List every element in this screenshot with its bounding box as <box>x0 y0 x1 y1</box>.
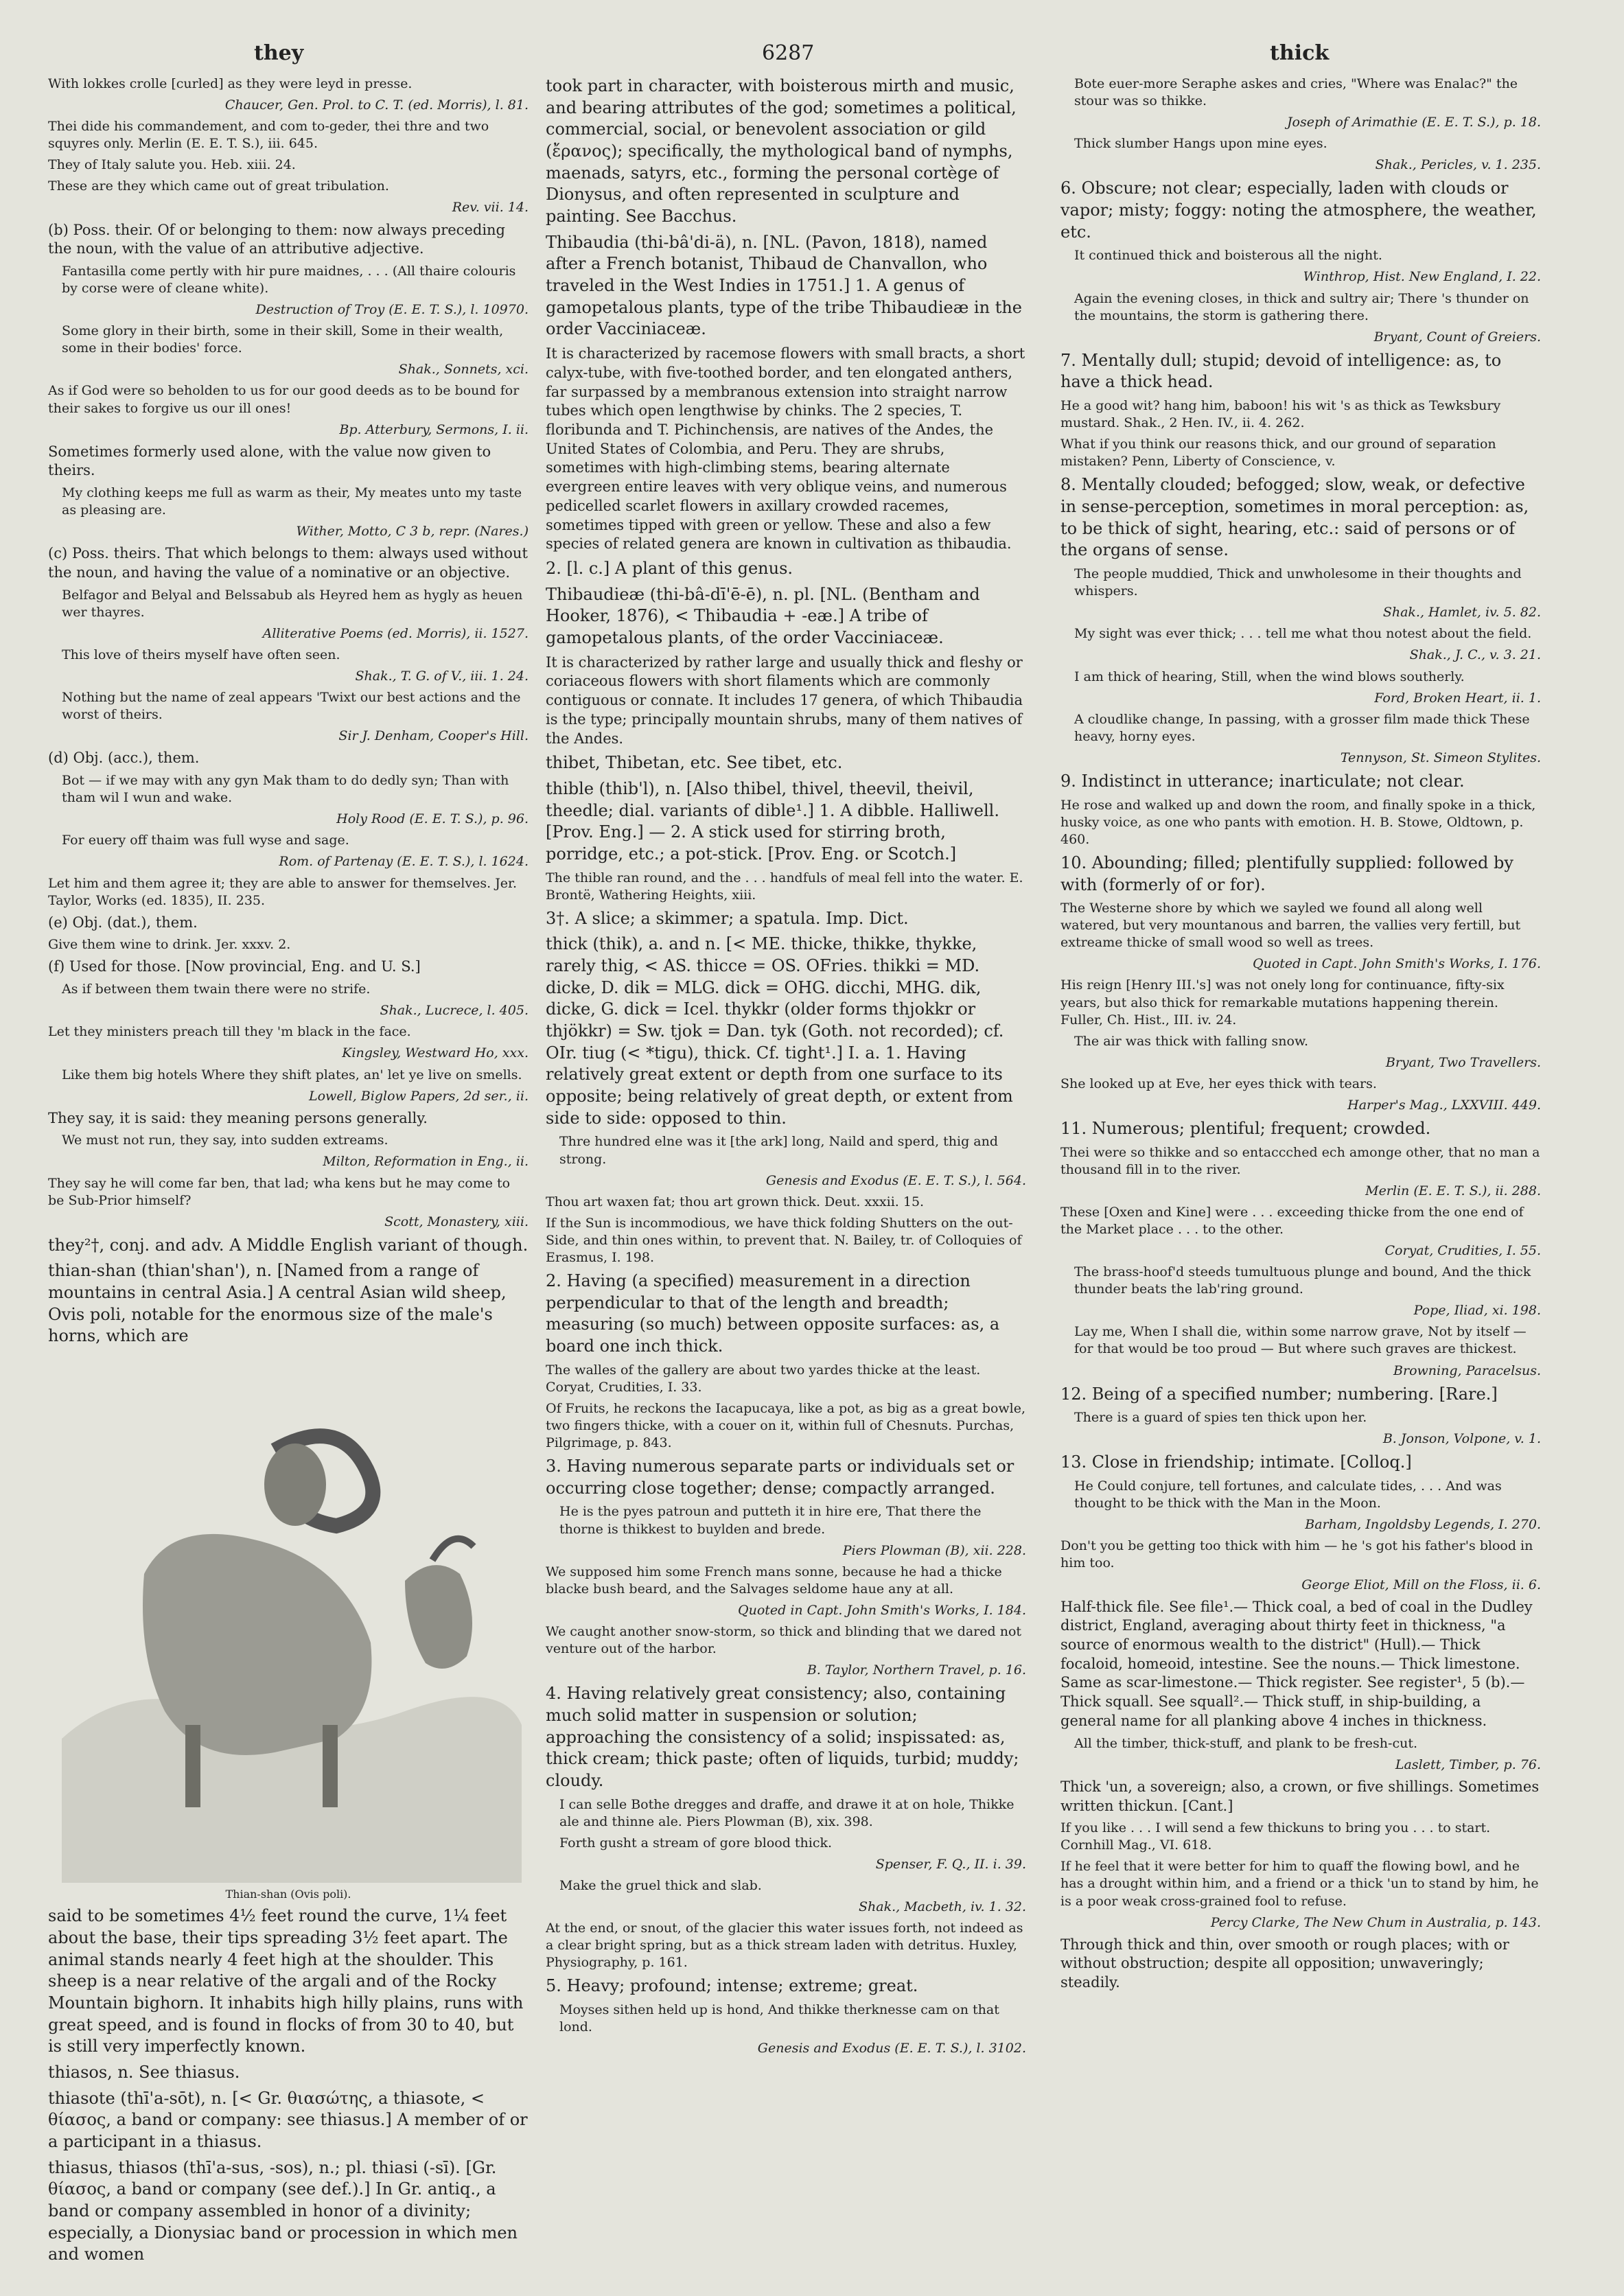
citation: Of Fruits, he reckons the Iacapucaya, like a pot, as big as a great bowle, two fingers thicke, with a couer on it, within full of Chesnuts. Purchas, Pilgrimage, p. 843. <box>546 1400 1026 1451</box>
quotation: A cloudlike change, In passing, with a grosser film made thick These heavy, horny eyes. <box>1074 711 1530 744</box>
entry-text: thiasus, thiasos (thī'a-sus, -sos), n.; pl. thiasi (-sī). [Gr. θίασος, a band or company (see def.).] In Gr. antiq., a band or company assembled in honor of a divinity; especially, a Dionysiac band or procession in which men and women <box>48 2157 518 2264</box>
citation: He a good wit? hang him, baboon! his wit 's as thick as Tewksbury mustard. Shak., 2 Hen. IV., ii. 4. 262. <box>1060 398 1501 431</box>
citation-source: Chaucer, Gen. Prol. to C. T. (ed. Morris), l. 81. <box>224 97 529 113</box>
citation-source: Quoted in Capt. John Smith's Works, I. 176. <box>1253 956 1541 972</box>
entry-note: Sometimes formerly used alone, with the value now given to theirs. <box>48 443 491 479</box>
citation-source: Merlin (E. E. T. S.), ii. 288. <box>1365 1183 1541 1198</box>
citation-source: Harper's Mag., LXXVIII. 449. <box>1347 1097 1541 1113</box>
citation-source: Shak., Hamlet, iv. 5. 82. <box>1382 605 1541 621</box>
citation: He rose and walked up and down the room, and finally spoke in a thick, husky voice, as one who pants with emotion. H. B. Stowe, Oldtown, p. 460. <box>1060 797 1536 847</box>
quotation: Again the evening closes, in thick and sultry air; There 's thunder on the mountains, the storm is gathering there. <box>1074 290 1529 323</box>
citation-source: Lowell, Biglow Papers, 2d ser., ii. <box>309 1088 529 1104</box>
citation-source: B. Jonson, Volpone, v. 1. <box>1382 1431 1541 1447</box>
entry-text: said to be sometimes 4½ feet round the curve, 1¼ feet about the base, their tips spreading 3½ feet apart. The animal stands nearly 4 feet high at the shoulder. This sheep is a near relative of the argali and of the Rocky Mountain bighorn. It inhabits high hilly plains, runs with great speed, and is found in flocks of from 30 to 40, but is still very imperfectly known. <box>48 1906 524 2056</box>
quotation: Bot — if we may with any gyn Mak tham to do dedly syn; Than with tham wil I wun and wake. <box>62 773 509 806</box>
quotation: I can selle Bothe dregges and draffe, and drawe it at on hole, Thikke ale and thinne ale. Piers Plowman (B), xix. 398. <box>559 1796 1014 1829</box>
entry-note: It is characterized by racemose flowers with small bracts, a short calyx-tube, with five-toothed border, and ten elongated anthers, far surpassed by a membranous extension into straight narrow tubes which open lengthwise by chinks. The 2 species, T. floribunda and T. Pichinchensis, are natives of the Andes, the United States of Colombia, and Peru. They are shrubs, sometimes with high-climbing stems, bearing alternate evergreen entire leaves with very oblique veins, and numerous pedicelled scarlet flowers in axillary crowded racemes, sometimes tipped with green or yellow. These and also a few species of related genera are known in cultivation as thibaudia. <box>546 345 1025 553</box>
quotation: For euery off thaim was full wyse and sage. <box>62 833 349 848</box>
quotation: We must not run, they say, into sudden extreams. <box>62 1133 388 1148</box>
quotation: He Could conjure, tell fortunes, and calculate tides, . . . And was thought to be thick with the Man in the Moon. <box>1074 1479 1502 1511</box>
quotation: Some glory in their birth, some in their skill, Some in their wealth, some in their bodies' force. <box>62 323 504 356</box>
quotation: Belfagor and Belyal and Belssabub als Heyred hem as hygly as heuen wer thayres. <box>62 587 523 620</box>
entry-note: (d) Obj. (acc.), them. <box>48 750 200 767</box>
citation-source: Scott, Monastery, xiii. <box>384 1214 529 1229</box>
quotation: There is a guard of spies ten thick upon her. <box>1074 1410 1367 1426</box>
citation-source: Rom. of Partenay (E. E. T. S.), l. 1624. <box>279 854 529 870</box>
entry-text: thick (thik), a. and n. [< ME. thicke, thikke, thykke, rarely thig, < AS. thicce = OS. OFries. thikki = MD. dicke, D. dik = MLG. dick = OHG. dicchi, MHG. dik, dicke, G. dick = Icel. thykkr (older forms thjokkr or thjökkr) = Sw. tjok = Dan. tyk (Goth. not recorded); cf. OIr. tiug (< *tigu), thick. Cf. tight¹.] I. a. 1. Having relatively great extent or depth from one surface to its opposite; being relatively of great depth, or extent from side to side: opposed to thin. <box>546 934 1013 1128</box>
entry-text: 10. Abounding; filled; plentifully supplied: followed by with (formerly of or for). <box>1060 853 1513 894</box>
quotation: All the timber, thick-stuff, and plank to be fresh-cut. <box>1074 1735 1417 1751</box>
quotation: This love of theirs myself have often seen. <box>62 647 340 663</box>
entry-text: 13. Close in friendship; intimate. [Colloq.] <box>1060 1452 1412 1472</box>
citation-source: Quoted in Capt. John Smith's Works, I. 184. <box>738 1602 1026 1618</box>
citation: Thou art waxen fat; thou art grown thick. Deut. xxxii. 15. <box>546 1194 925 1209</box>
entry-text: 9. Indistinct in utterance; inarticulate; not clear. <box>1060 771 1465 791</box>
citation: The Westerne shore by which we sayled we found all along well watered, but very mountanous and barren, the vallies very fertill, but extreame thicke of small wood so well as trees. <box>1060 901 1521 951</box>
citation-source: Piers Plowman (B), xii. 228. <box>842 1542 1026 1558</box>
entry-note: They say, it is said: they meaning persons generally. <box>48 1109 428 1126</box>
entry-note: Half-thick file. See file¹.— Thick coal, a bed of coal in the Dudley district, England, averaging about thirty feet in thickness, "a source of enormous wealth to the district" (Hull).— Thick focaloid, homeoid, intestine. See the nouns.— Thick limestone. Same as scar-limestone.— Thick register. See register¹, 5 (b).— Thick squall. See squall².— Thick stuff, in ship-building, a general name for all planking above 4 inches in thickness. <box>1060 1598 1533 1729</box>
quotation: It continued thick and boisterous all the night. <box>1074 248 1382 264</box>
citation-source: Wither, Motto, C 3 b, repr. (Nares.) <box>296 524 529 540</box>
page-number: 6287 <box>762 41 815 65</box>
citation: Let they ministers preach till they 'm black in the face. <box>48 1024 411 1040</box>
citation-source: Genesis and Exodus (E. E. T. S.), l. 3102. <box>757 2041 1026 2056</box>
citation: Give them wine to drink. Jer. xxxv. 2. <box>48 937 291 953</box>
citation-source: Browning, Paracelsus. <box>1393 1362 1541 1378</box>
citation: Thei were so thikke and so entaccched ech amonge other, that no man a thousand fill in to the river. <box>1060 1144 1540 1177</box>
citation: Don't you be getting too thick with him — he 's got his father's blood in him too. <box>1060 1538 1533 1571</box>
citation-source: Shak., J. C., v. 3. 21. <box>1409 647 1541 663</box>
figure <box>48 1354 529 1883</box>
entry-text: 12. Being of a specified number; numbering. [Rare.] <box>1060 1384 1498 1404</box>
entry-text: 8. Mentally clouded; befogged; slow, weak, or defective in sense-perception, sometimes in moral perception: as, to be thick of sight, hearing, etc.: said of persons or of the organs of sense. <box>1060 475 1529 560</box>
entry-note: (b) Poss. their. Of or belonging to them: now always preceding the noun, with the value of an attributive adjective. <box>48 221 506 257</box>
column-3 <box>1060 76 1541 1997</box>
entry-note: (f) Used for those. [Now provincial, Eng. and U. S.] <box>48 958 421 975</box>
entry-note: It is characterized by rather large and usually thick and fleshy or coriaceous flowers with short filaments which are commonly contiguous or connate. It includes 17 genera, of which Thibaudia is the type; principally mountain shrubs, many of them natives of the Andes. <box>546 653 1023 747</box>
citation-source: Coryat, Crudities, I. 55. <box>1384 1243 1541 1259</box>
quotation: My clothing keeps me full as warm as their, My meates unto my taste as pleasing are. <box>62 485 522 518</box>
citation: If he feel that it were better for him to quaff the flowing bowl, and he has a drought within him, and a friend or a thick 'un to stand by him, he is a poor weak cross-grained fool to refuse. <box>1060 1859 1539 1909</box>
citation-source: Shak., Lucrece, l. 405. <box>380 1003 529 1019</box>
citation: The thible ran round, and the . . . handfuls of meal fell into the water. E. Brontë, Wathering Heights, xiii. <box>546 870 1023 903</box>
quotation: Forth gusht a stream of gore blood thick. <box>559 1835 833 1851</box>
entry-text: 3. Having numerous separate parts or individuals set or occurring close together; dense; compactly arranged. <box>546 1457 1014 1498</box>
entry-text: thibet, Thibetan, etc. See tibet, etc. <box>546 753 843 773</box>
header-guide-word-right: thick <box>1270 41 1330 65</box>
citation-source: Rev. vii. 14. <box>452 200 529 216</box>
quotation: My sight was ever thick; . . . tell me what thou notest about the field. <box>1074 626 1532 642</box>
quotation: He is the pyes patroun and putteth it in hire ere, That there the thorne is thikkest to buylden and brede. <box>559 1504 982 1537</box>
entry-text: thiasote (thī'a-sōt), n. [< Gr. θιασώτης, a thiasote, < θίασος, a band or company: see thiasus.] A member of or a participant in a thiasus. <box>48 2088 528 2151</box>
entry-note: (e) Obj. (dat.), them. <box>48 914 198 931</box>
citation: The walles of the gallery are about two yardes thicke at the least. Coryat, Crudities, I. 33. <box>546 1362 981 1395</box>
citation: These [Oxen and Kine] were . . . exceeding thicke from the one end of the Market place . . . to the other. <box>1060 1204 1524 1238</box>
thian-shan-illustration <box>48 1354 529 1883</box>
quotation: The brass-hoof'd steeds tumultuous plunge and bound, And the thick thunder beats the lab'ring ground. <box>1074 1264 1531 1297</box>
citation: With lokkes crolle [curled] as they were leyd in presse. <box>48 76 413 91</box>
citation: These are they which came out of great tribulation. <box>48 178 389 194</box>
quotation: Bote euer-more Seraphe askes and cries, "Where was Enalac?" the stour was so thikke. <box>1074 76 1518 109</box>
citation: Let him and them agree it; they are able to answer for themselves. Jer. Taylor, Works (ed. 1835), II. 235. <box>48 875 518 908</box>
quotation: As if between them twain there were no strife. <box>62 982 371 997</box>
entry-note: Through thick and thin, over smooth or rough places; with or without obstruction; despite all opposition; unwaveringly; steadily. <box>1060 1936 1509 1991</box>
entry-text: Thibaudia (thi-bâ'di-ä), n. [NL. (Pavon, 1818), named after a French botanist, Thibaud de Chanvallon, who traveled in the West Indies in 1751.] 1. A genus of gamopetalous plants, type of the tribe Thibaudieæ in the order Vacciniaceæ. <box>546 232 1022 339</box>
citation-source: Destruction of Troy (E. E. T. S.), l. 10970. <box>255 302 529 318</box>
citation-source: Shak., Macbeth, iv. 1. 32. <box>858 1899 1026 1914</box>
citation-source: Bryant, Count of Greiers. <box>1373 329 1541 345</box>
entry-text: 2. [l. c.] A plant of this genus. <box>546 558 793 578</box>
citation: Thei dide his commandement, and com to-geder, thei thre and two squyres only. Merlin (E. E. T. S.), iii. 645. <box>48 119 489 152</box>
figure-caption: Thian-shan (Ovis poli). <box>225 1888 351 1901</box>
citation-source: Kingsley, Westward Ho, xxx. <box>342 1045 529 1061</box>
entry-text: 2. Having (a specified) measurement in a direction perpendicular to that of the length and breadth; measuring (so much) between opposite surfaces: as, a board one inch thick. <box>546 1271 1000 1356</box>
quotation: Thre hundred elne was it [the ark] long, Naild and sperd, thig and strong. <box>559 1134 999 1167</box>
entry-note: (c) Poss. theirs. That which belongs to them: always used without the noun, and having the value of a nominative or an objective. <box>48 545 528 581</box>
citation-source: Barham, Ingoldsby Legends, I. 270. <box>1305 1517 1541 1533</box>
column-2 <box>546 76 1026 2061</box>
citation-source: Winthrop, Hist. New England, I. 22. <box>1303 269 1541 285</box>
citation-source: Shak., T. G. of V., iii. 1. 24. <box>355 669 529 684</box>
entry-text: thible (thib'l), n. [Also thibel, thivel, theevil, theivil, theedle; dial. variants of dible¹.] 1. A dibble. Halliwell. [Prov. Eng.] — 2. A stick used for stirring broth, porridge, etc.; a pot-stick. [Prov. Eng. or Scotch.] <box>546 778 999 863</box>
citation-source: Bp. Atterbury, Sermons, I. ii. <box>339 421 529 437</box>
quotation: The air was thick with falling snow. <box>1074 1033 1308 1049</box>
citation-source: George Eliot, Mill on the Floss, ii. 6. <box>1301 1577 1541 1592</box>
entry-text: 11. Numerous; plentiful; frequent; crowded. <box>1060 1119 1431 1139</box>
citation: If the Sun is incommodious, we have thick folding Shutters on the out-Side, and thin ones within, to prevent that. N. Bailey, tr. of Colloquies of Erasmus, I. 198. <box>546 1215 1022 1265</box>
entry-text: 3†. A slice; a skimmer; a spatula. Imp. Dict. <box>546 908 909 928</box>
page-header <box>0 41 1624 76</box>
entry-text: 6. Obscure; not clear; especially, laden with clouds or vapor; misty; foggy: noting the atmosphere, the weather, etc. <box>1060 178 1537 242</box>
citation-source: Milton, Reformation in Eng., ii. <box>323 1154 529 1170</box>
citation: They of Italy salute you. Heb. xiii. 24. <box>48 157 296 173</box>
citation-source: Joseph of Arimathie (E. E. T. S.), p. 18. <box>1286 115 1541 130</box>
entry-text: thiasos, n. See thiasus. <box>48 2062 240 2082</box>
quotation: Thick slumber Hangs upon mine eyes. <box>1074 136 1327 152</box>
citation-source: Shak., Pericles, v. 1. 235. <box>1375 157 1541 173</box>
citation-source: Alliterative Poems (ed. Morris), ii. 1527. <box>262 625 529 641</box>
citation-source: Percy Clarke, The New Chum in Australia, p. 143. <box>1210 1914 1541 1930</box>
citation-source: Pope, Iliad, xi. 198. <box>1413 1303 1541 1319</box>
citation: At the end, or snout, of the glacier this water issues forth, not indeed as a clear bright spring, but as a thick stream laden with detritus. Huxley, Physiography, p. 161. <box>546 1920 1023 1971</box>
citation-source: Ford, Broken Heart, ii. 1. <box>1374 690 1541 706</box>
citation: What if you think our reasons thick, and our ground of separation mistaken? Penn, Liberty of Conscience, v. <box>1060 437 1496 469</box>
citation-source: B. Taylor, Northern Travel, p. 16. <box>807 1662 1026 1678</box>
citation: As if God were so beholden to us for our good deeds as to be bound for their sakes to forgive us our ill ones! <box>48 383 520 416</box>
citation-source: Laslett, Timber, p. 76. <box>1395 1756 1541 1772</box>
entry-text: 5. Heavy; profound; intense; extreme; great. <box>546 1976 918 1996</box>
entry-text: 7. Mentally dull; stupid; devoid of intelligence: as, to have a thick head. <box>1060 350 1502 392</box>
citation-source: Genesis and Exodus (E. E. T. S.), l. 564. <box>765 1172 1026 1188</box>
quotation: Fantasilla come pertly with hir pure maidnes, . . . (All thaire colouris by corse were of cleane white). <box>62 263 516 297</box>
citation: She looked up at Eve, her eyes thick with tears. <box>1060 1076 1377 1091</box>
quotation: I am thick of hearing, Still, when the wind blows southerly. <box>1074 669 1465 684</box>
column-1 <box>48 76 529 2270</box>
citation-source: Spenser, F. Q., II. i. 39. <box>875 1856 1026 1872</box>
citation: They say he will come far ben, that lad; wha kens but he may come to be Sub-Prior himself? <box>48 1175 511 1208</box>
citation-source: Tennyson, St. Simeon Stylites. <box>1340 750 1541 765</box>
citation-source: Shak., Sonnets, xci. <box>398 362 529 378</box>
quotation: Nothing but the name of zeal appears 'Twixt our best actions and the worst of theirs. <box>62 690 521 723</box>
citation: We caught another snow-storm, so thick and blinding that we dared not venture out of the harbor. <box>546 1623 1022 1656</box>
quotation: Like them big hotels Where they shift plates, an' let ye live on smells. <box>62 1067 522 1082</box>
entry-text: Thibaudieæ (thi-bâ-dī'ē-ē), n. pl. [NL. (Bentham and Hooker, 1876), < Thibaudia + -eæ.] A tribe of gamopetalous plants, of the order Vacciniaceæ. <box>546 584 980 647</box>
quotation: The people muddied, Thick and unwholesome in their thoughts and whispers. <box>1074 566 1522 599</box>
entry-text: took part in character, with boisterous mirth and music, and bearing attributes of the god; sometimes a political, commercial, social, or benevolent association or gild (ἔρανος); specifically, the mythological band of nymphs, maenads, satyrs, etc., forming the personal cortège of Dionysus, and often represented in sculpture and painting. See Bacchus. <box>546 76 1017 227</box>
entry-text: they²†, conj. and adv. A Middle English variant of though. <box>48 1235 529 1255</box>
entry-note: Thick 'un, a sovereign; also, a crown, or five shillings. Sometimes written thickun. [Cant.] <box>1060 1778 1540 1814</box>
quotation: Moyses sithen held up is hond, And thikke therknesse cam on that lond. <box>559 2002 999 2034</box>
citation: If you like . . . I will send a few thickuns to bring you . . . to start. Cornhill Mag., VI. 618. <box>1060 1820 1491 1853</box>
entry-text: thian-shan (thian'shan'), n. [Named from a range of mountains in central Asia.] A central Asian wild sheep, Ovis poli, notable for the enormous size of the male's horns, which are <box>48 1261 507 1346</box>
header-guide-word-left: they <box>254 41 304 65</box>
citation: His reign [Henry III.'s] was not onely long for continuance, fifty-six years, but also thick for remarkable mutations happening therein. Fuller, Ch. Hist., III. iv. 24. <box>1060 977 1505 1028</box>
citation: We supposed him some French mans sonne, because he had a thicke blacke bush beard, and the Salvages seldome haue any at all. <box>546 1564 1002 1597</box>
entry-text: 4. Having relatively great consistency; also, containing much solid matter in suspension or solution; approaching the consistency of a solid; inspissated: as, thick cream; thick paste; often of liquids, turbid; muddy; cloudy. <box>546 1684 1019 1790</box>
citation-source: Bryant, Two Travellers. <box>1385 1054 1541 1070</box>
quotation: Make the gruel thick and slab. <box>559 1877 762 1893</box>
citation-source: Sir J. Denham, Cooper's Hill. <box>338 728 529 744</box>
citation-source: Holy Rood (E. E. T. S.), p. 96. <box>336 811 529 827</box>
quotation: Lay me, When I shall die, within some narrow grave, Not by itself — for that would be too proud — But where such graves are thickest. <box>1074 1324 1527 1357</box>
